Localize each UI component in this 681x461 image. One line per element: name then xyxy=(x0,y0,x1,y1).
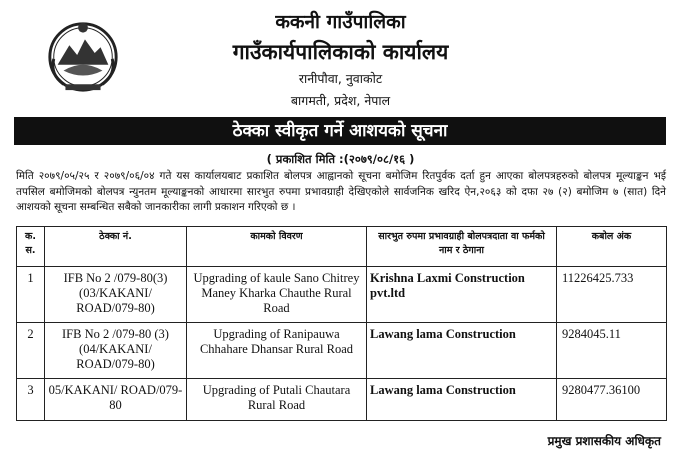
col-header-contract: ठेक्का नं. xyxy=(45,227,187,267)
cell-amount: 11226425.733 xyxy=(557,267,667,323)
contract-table xyxy=(16,226,667,421)
cell-work: Upgrading of Ranipauwa Chhahare Dhansar Rural Road xyxy=(187,323,367,379)
cell-contract: IFB No 2 /079-80 (3)(04/KAKANI/ ROAD/079-80) xyxy=(45,323,187,379)
cell-amount: 9284045.11 xyxy=(557,323,667,379)
table-row xyxy=(17,323,667,379)
office-province: बागमती, प्रदेश, नेपाल xyxy=(290,93,391,108)
office-name: गाउँकार्यपालिकाको कार्यालय xyxy=(232,40,449,64)
notice-body: मिति २०७९/०५/२५ र २०७९/०६/०४ गते यस कार्यालयबाट प्रकाशित बोलपत्र आह्वानको सूचना बमोजिम रितपुर्वक दर्ता हुन आएका बोलपत्रहरुको बोलपत्र मूल्याङ्कन भई तपसिल बमोजिमको बोलपत्र न्युनतम मूल्याङ्कनको आधारमा सारभुत रुपमा प्रभावग्राही देखिएकोले सार्वजनिक खरिद ऐन,२०६३ को दफा २७ (२) बमोजिम ७ (सात) दिने आशयको सूचना सम्बन्धित सबैको जानकारीका लागी प्रकाशन गरिएको छ । xyxy=(16,170,666,213)
cell-amount: 9280477.36100 xyxy=(557,379,667,421)
publish-date: ( प्रकाशित मिति :(२०७९/०८/१६ ) xyxy=(266,152,415,166)
cell-sn: 2 xyxy=(17,323,45,379)
col-header-work: कामको विवरण xyxy=(187,227,367,267)
office-location: रानीपौवा, नुवाकोट xyxy=(298,71,383,86)
cell-contract: 05/KAKANI/ ROAD/079-80 xyxy=(45,379,187,421)
cell-work: Upgrading of Putali Chautara Rural Road xyxy=(187,379,367,421)
col-header-amount: कबोल अंक xyxy=(557,227,667,267)
cell-sn: 3 xyxy=(17,379,45,421)
cell-bidder: Lawang lama Construction xyxy=(367,379,557,421)
municipality-name: ककनी गाउँपालिका xyxy=(275,11,406,33)
col-header-sn: क. स. xyxy=(17,227,45,267)
cell-bidder: Krishna Laxmi Construction pvt.ltd xyxy=(367,267,557,323)
table-header-row xyxy=(17,227,667,267)
notice-title: ठेक्का स्वीकृत गर्ने आशयको सूचना xyxy=(14,117,666,145)
col-header-bidder: सारभुत रुपमा प्रभावग्राही बोलपत्रदाता वा फर्मको नाम र ठेगाना xyxy=(367,227,557,267)
cell-bidder: Lawang lama Construction xyxy=(367,323,557,379)
table-row xyxy=(17,267,667,323)
table-row xyxy=(17,379,667,421)
cell-work: Upgrading of kaule Sano Chitrey Maney Kharka Chauthe Rural Road xyxy=(187,267,367,323)
cell-contract: IFB No 2 /079-80(3) (03/KAKANI/ ROAD/079-80) xyxy=(45,267,187,323)
signature-title: प्रमुख प्रशासकीय अधिकृत xyxy=(547,434,661,448)
cell-sn: 1 xyxy=(17,267,45,323)
